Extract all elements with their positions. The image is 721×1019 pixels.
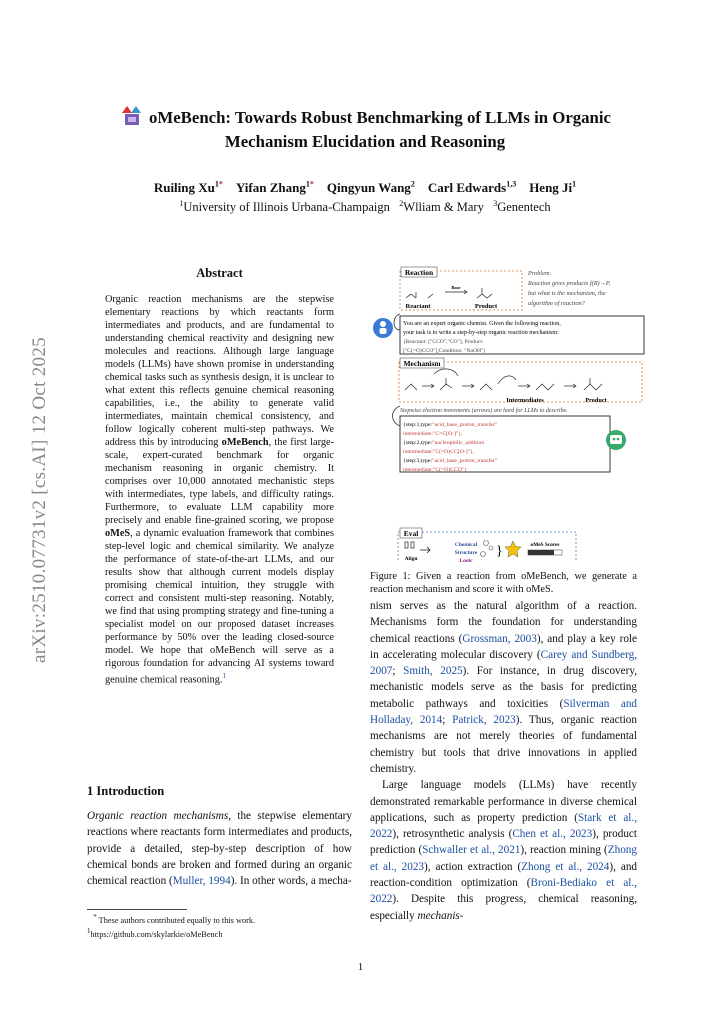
- svg-text:Align: Align: [404, 556, 418, 562]
- svg-text:Reaction gives products f(R)→P: Reaction gives products f(R)→P,: [528, 280, 611, 287]
- paragraph: nism serves as the natural algorithm of a reaction. Mechanisms form the foundation for understanding chemical reactions (Grossman, 2003), and play a key role in accelerating molecular discovery (Carey and Sundberg, 2007; Smith, 2025). For instance, in drug discovery, mechanistic models serve as the basis for predicting metabolic pathways and toxicities (Silverman and Holladay, 2014; Patrick, 2023). Thus, organic reaction mechanisms are not merely theories of fundamental chemistry but tools that drive innovations in applied chemistry.: [370, 600, 638, 775]
- svg-text:{step:3,type:"acid_base_proton: {step:3,type:"acid_base_proton_transfer": [403, 458, 498, 464]
- intermediates-label: Intermediates: [506, 397, 544, 404]
- product-label: Product: [474, 303, 498, 310]
- right-column-text: [370, 598, 637, 924]
- arrow-icon: [420, 547, 430, 553]
- svg-text:oMeS Scores: oMeS Scores: [530, 542, 560, 548]
- reaction-label: Reaction: [404, 268, 434, 277]
- abstract-body: Organic reaction mechanisms are the stepwise elementary reactions by which reactants form intermediates and products, and are fundamental to understanding chemical reactivity and designing new molecules and reactions. Although large language models (LLMs) have shown promise in understanding chemical tasks such as synthesis design, it is unclear to what extent this reflects genuine chemical reasoning capabilities, i.e., the ability to generate valid intermediates, maintain chemical consistency, and follow logically coherent multi-step pathways. We address this by introducing oMeBench, the first large-scale, expert-curated benchmark for organic mechanism reasoning in organic chemistry. It comprises over 10,000 annotated mechanistic steps with intermediates, type labels, and difficulty ratings. Furthermore, to evaluate LLM capability more precisely and enable fine-grained scoring, we propose oMeS, a dynamic evaluation framework that combines step-level logic and chemical similarity. We analyze the performance of state-of-the-art LLMs, and our results show that although current models display promising chemical intuition, they struggle with correct and consistent multi-step reasoning. Notably, we find that using prompting strategy and fine-tuning a specialist model on our proposed dataset increases performance by 50% over the leading closed-source model. We hope that oMeBench will serve as a rigorous foundation for advancing AI systems toward genuine chemical reasoning.$^1$: [105, 294, 334, 686]
- figure-1: [370, 262, 645, 562]
- svg-text:Chemical: Chemical: [454, 542, 478, 548]
- align-icon: [405, 542, 414, 548]
- section-heading-introduction: 1 Introduction: [87, 784, 165, 798]
- author: Ruiling $Xu^{1*}$: [153, 180, 223, 196]
- citation-link[interactable]: Smith, 2025: [403, 665, 463, 678]
- author: Carl Edwards$^{1,3}$: [427, 180, 517, 196]
- brace-icon: }: [496, 544, 503, 559]
- figure-caption: Figure 1: Given a reaction from oMeBench, we generate a reaction mechanism and score it with oMeS.: [370, 571, 637, 595]
- star-icon: [505, 541, 521, 557]
- product2-label: Product: [585, 397, 607, 404]
- svg-text:intermediate:"C(=O)CC[O-]"},: intermediate:"C(=O)CC[O-]"},: [403, 449, 475, 455]
- mechanism-structures-icon: [405, 369, 602, 390]
- footnotes: * These authors contributed equally to this work. $^1$https://github.com/skylarkie/oMeBench: [87, 914, 256, 939]
- citation-link[interactable]: Schwaller et al., 2021: [422, 844, 521, 857]
- page-number: 1: [357, 961, 364, 973]
- citation-link[interactable]: Carey and Sundberg, 2007: [370, 648, 638, 678]
- intro-paragraph: Organic reaction mechanisms, the stepwise elementary reactions where reactants form intermediates and products, provide a detailed, step-by-step description of how chemical bonds are broken and formed during an organic chemical reaction (Muller, 1994). In other words, a mecha-: [87, 810, 352, 888]
- svg-text:but what is the mechanism, the: but what is the mechanism, the: [528, 290, 606, 297]
- svg-text:["C(=O)CCO"],Condition: "NaOH": ["C(=O)CCO"],Condition: "NaOH"}: [403, 348, 487, 354]
- svg-text:intermediate:"C(=O)CCO"}: intermediate:"C(=O)CCO"}: [403, 467, 467, 473]
- svg-text:your task is to write a step-b: your task is to write a step-by-step organic reaction mechanism:: [403, 330, 559, 336]
- reaction-molecules-icon: [406, 288, 492, 298]
- citation-link[interactable]: Muller, 1994: [172, 875, 231, 888]
- eval-label: Eval: [403, 529, 419, 538]
- citation-link[interactable]: Zhong et al., 2024: [521, 860, 610, 873]
- paper-title: oMeBench: Towards Robust Benchmarking of LLMs in Organic Mechanism Elucidation and Reasoning: [90, 104, 640, 152]
- svg-text:algorithm of reaction?: algorithm of reaction?: [528, 300, 585, 307]
- svg-text:{step:1,type:"acid_base_proton: {step:1,type:"acid_base_proton_transfer": [403, 422, 498, 428]
- svg-text:intermediate:"C=C[O-]"},: intermediate:"C=C[O-]"},: [403, 431, 463, 437]
- mechanism-label: Mechanism: [403, 359, 441, 368]
- svg-text:Structure: Structure: [454, 550, 478, 556]
- abstract-heading: Abstract: [196, 266, 243, 280]
- author-list: [90, 177, 640, 196]
- author-block: [90, 177, 640, 215]
- molecule-icon: [481, 541, 494, 557]
- user-avatar-icon: [373, 318, 393, 338]
- omebench-logo-icon: [119, 104, 145, 131]
- author: Heng Ji$^1$: [529, 180, 577, 196]
- citation-link[interactable]: Patrick, 2023: [452, 714, 516, 727]
- author: Yifan Zhang$^{1*}$: [235, 180, 314, 196]
- score-bar: [528, 550, 562, 555]
- citation-link[interactable]: Zhong et al., 2023: [370, 844, 637, 873]
- affiliations: $^1$University of Illinois Urbana-Champaign $^2$Wlliam & Mary $^3$Genentech: [179, 199, 551, 215]
- arrow-note: Stepwise electron movements (arrows) are hard for LLMs to describe.: [400, 408, 568, 414]
- robot-icon: [606, 430, 626, 450]
- svg-text:{step:2,type:"nucleophilic_add: {step:2,type:"nucleophilic_addition: [403, 440, 485, 446]
- citation-link[interactable]: Stark et al., 2022: [370, 811, 637, 841]
- citation-link[interactable]: Broni-Bediako et al., 2022: [370, 877, 637, 906]
- svg-text:{Reactant: ["CCO","CO"], Produ: {Reactant: ["CCO","CO"], Product:: [403, 339, 484, 345]
- citation-link[interactable]: Silverman and Holladay, 2014: [370, 697, 638, 727]
- paragraph: Large language models (LLMs) have recently demonstrated remarkable performance in diverse chemical applications, such as property prediction (Stark et al., 2022), retrosynthetic analysis (Chen et al., 2023), product prediction (Schwaller et al., 2021), reaction mining (Zhong et al., 2023), action extraction (Zhong et al., 2024), and reaction-condition optimization (Broni-Bediako et al., 2022). Despite this progress, chemical reasoning, especially mechanis-: [370, 779, 638, 922]
- reactant-label: Reactant: [405, 303, 431, 310]
- prompt-line: You are an expert organic chemist. Given the following reaction,: [403, 321, 561, 327]
- svg-text:Logic: Logic: [459, 558, 473, 562]
- citation-link[interactable]: Chen et al., 2023: [512, 828, 593, 841]
- footnote-rule: [87, 909, 187, 910]
- base-label: Base: [451, 285, 461, 290]
- arxiv-stamp: arXiv:2510.07731v2 [cs.AI] 12 Oct 2025: [29, 337, 50, 663]
- author: Qingyun Wang$^2$: [326, 180, 415, 196]
- citation-link[interactable]: Grossman, 2003: [462, 632, 537, 645]
- problem-title: Problem:: [528, 270, 552, 277]
